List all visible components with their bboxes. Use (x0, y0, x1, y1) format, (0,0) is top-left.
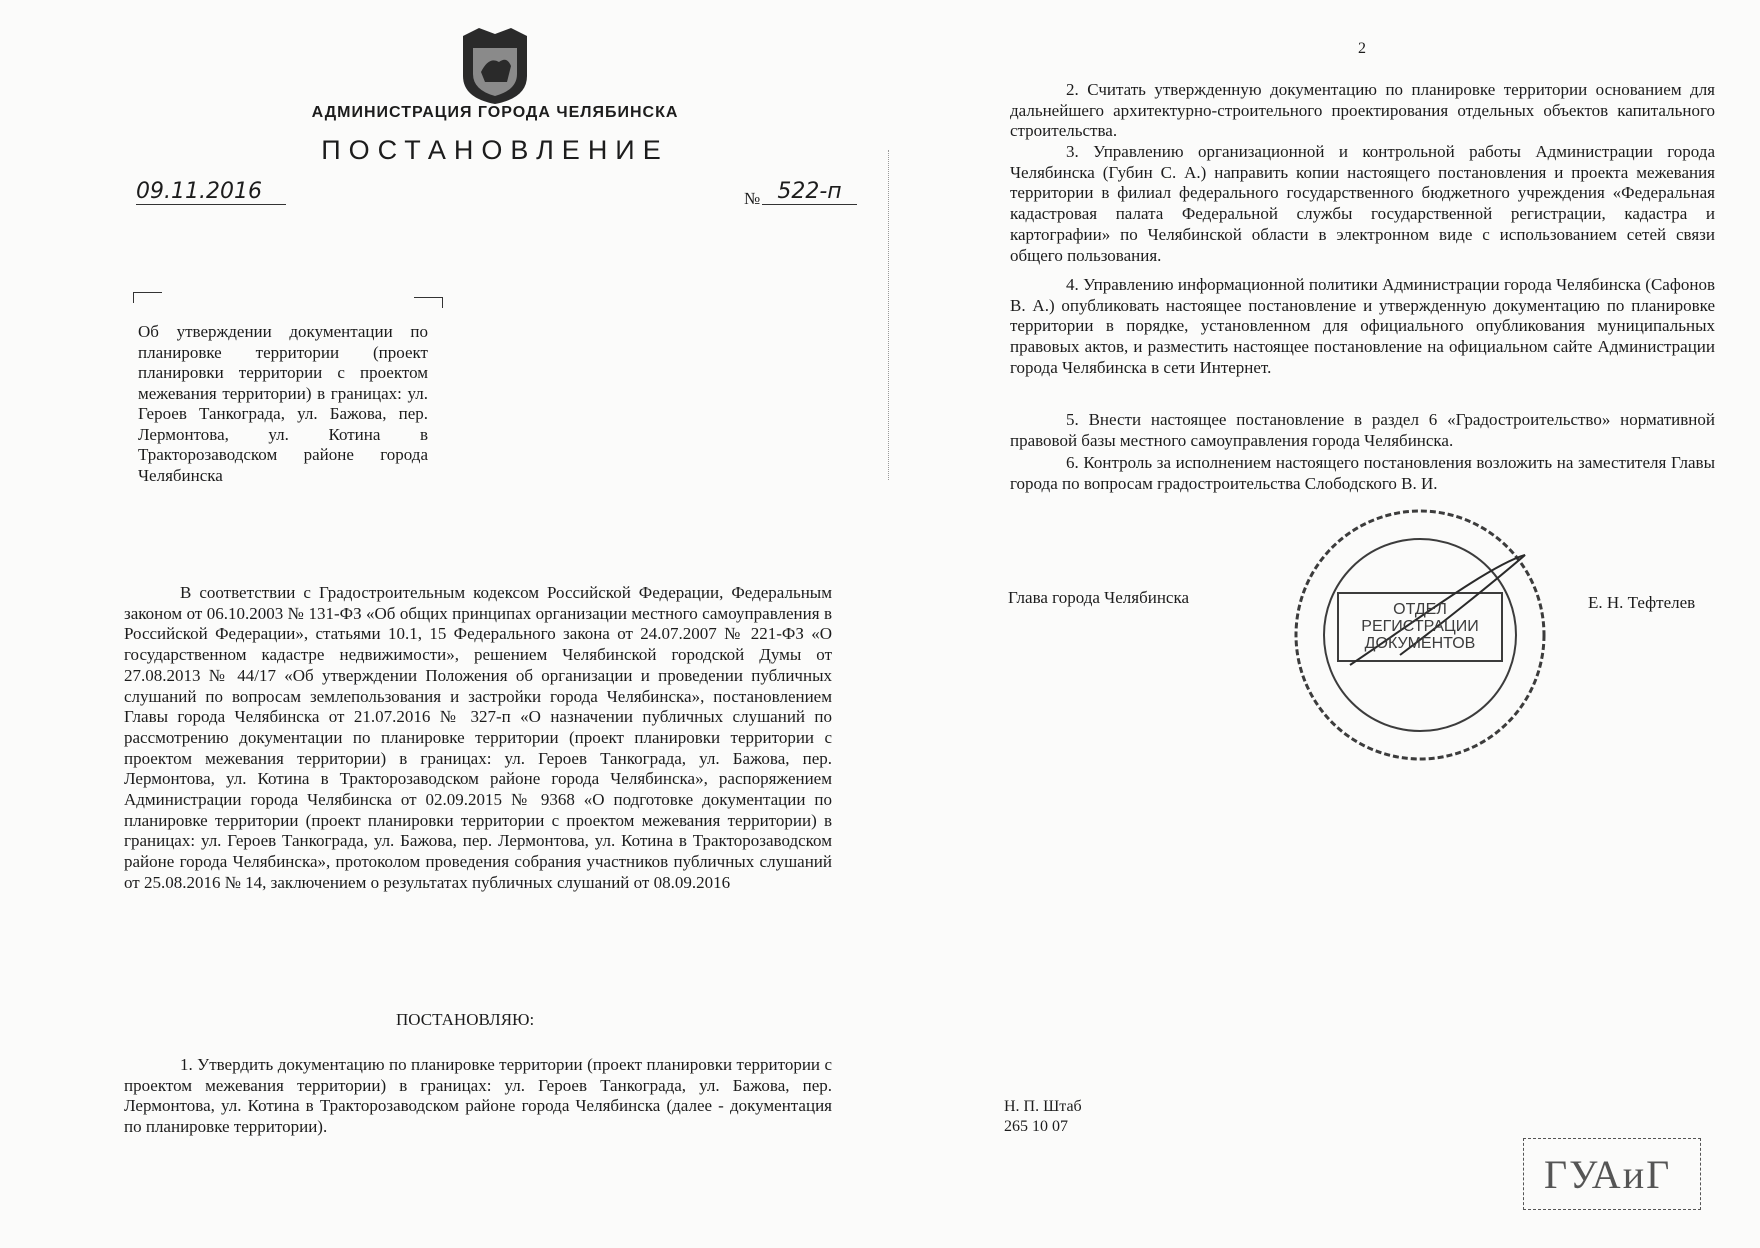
coat-of-arms-icon (459, 26, 531, 106)
item-paragraph: 1. Утвердить документацию по планировке территории (проект планировки территории с проектом межевания территории) в границах: ул. Героев Танкограда, ул. Бажова, пер. Лермонтова, ул. Котина в Тракторозаводском районе города Челябинска (далее - документация по планировке территории). (124, 1055, 832, 1137)
organization-name: АДМИНИСТРАЦИЯ ГОРОДА ЧЕЛЯБИНСКА (311, 104, 679, 121)
document-type: ПОСТАНОВЛЕНИЕ (321, 135, 669, 165)
document-number: 522-п (762, 180, 857, 205)
item-paragraph: 5. Внести настоящее постановление в раздел 6 «Градостроительство» нормативной правовой базы местного самоуправления города Челябинска. (1010, 410, 1715, 450)
executor-phone: 265 10 07 (1004, 1118, 1068, 1135)
page-number: 2 (1358, 40, 1366, 57)
item-paragraph: 6. Контроль за исполнением настоящего постановления возложить на заместителя Главы города по вопросам градостроительства Слободского В. И. (1010, 453, 1715, 493)
number-label: № (744, 189, 761, 208)
department-stamp-text: ГУАиГ (1544, 1152, 1672, 1197)
executor-block (1004, 1097, 1082, 1137)
document-date: 09.11.2016 (136, 180, 286, 205)
page-divider (888, 150, 889, 480)
signature-position: Глава города Челябинска (1008, 588, 1190, 607)
item-paragraph: 4. Управлению информационной политики Администрации города Челябинска (Сафонов В. А.) опубликовать настоящее постановление и утвержденную документацию по планировке территории в порядке, установленном для официального опубликования муниципальных правовых актов, и разместить настоящее постановление на официальном сайте Администрации города Челябинска в сети Интернет. (1010, 275, 1715, 377)
stamp-text: ОТДЕЛ РЕГИСТРАЦИИ ДОКУМЕНТОВ (1361, 601, 1479, 652)
item-paragraph: 2. Считать утвержденную документацию по планировке территории основанием для дальнейшего архитектурно-строительного проектирования отдельных объектов капитального строительства. (1010, 80, 1715, 141)
preamble-paragraph: В соответствии с Градостроительным кодексом Российской Федерации, Федеральным законом от 06.10.2003 № 131-ФЗ «Об общих принципах организации местного самоуправления в Российской Федерации», статьями 10.1, 15 Федерального закона от 24.07.2007 № 221-ФЗ «О государственном кадастре недвижимости», решением Челябинской городской Думы от 27.08.2013 № 44/17 «Об утверждении Положения об организации и проведении публичных слушаний по вопросам землепользования и застройки города Челябинска», постановлением Главы города Челябинска от 21.07.2016 № 327-п «О назначении публичных слушаний по рассмотрению документации по планировке территории (проект планировки территории с проектом межевания территории) в границах: ул. Героев Танкограда, ул. Бажова, пер. Лермонтова, ул. Котина в Тракторозаводском районе города Челябинска», распоряжением Администрации города Челябинска от 02.09.2015 № 9368 «О подготовке документации по планировке территории (проект планировки территории с проектом межевания территории) в границах: ул. Героев Танкограда, ул. Бажова, пер. Лермонтова, ул. Котина в Тракторозаводском районе города Челябинска», протоколом проведения собрания участников публичных слушаний от 25.08.2016 № 14, заключением о результатах публичных слушаний от 08.09.2016 (124, 583, 832, 892)
registration-stamp (1290, 505, 1550, 765)
decree-word: ПОСТАНОВЛЯЮ: (396, 1010, 535, 1029)
executor-name: Н. П. Штаб (1004, 1098, 1082, 1115)
subject-bracket-left (133, 292, 162, 303)
department-stamp (1523, 1138, 1701, 1210)
subject-bracket-right (414, 297, 443, 308)
signature-name: Е. Н. Тефтелев (1588, 593, 1696, 612)
item-paragraph: 3. Управлению организационной и контрольной работы Администрации города Челябинска (Губин С. А.) направить копии настоящего постановления и проекта межевания территории в филиал федерального государственного бюджетного учреждения «Федеральная кадастровая палата Федеральной службы государственной регистрации, кадастра и картографии» по Челябинской области в электронном виде с использованием сетей связи общего пользования. (1010, 142, 1715, 265)
document-subject: Об утверждении документации по планировке территории (проект планировки территории с проектом межевания территории) в границах: ул. Героев Танкограда, ул. Бажова, пер. Лермонтова, ул. Котина в Тракторозаводском районе города Челябинска (138, 322, 428, 485)
